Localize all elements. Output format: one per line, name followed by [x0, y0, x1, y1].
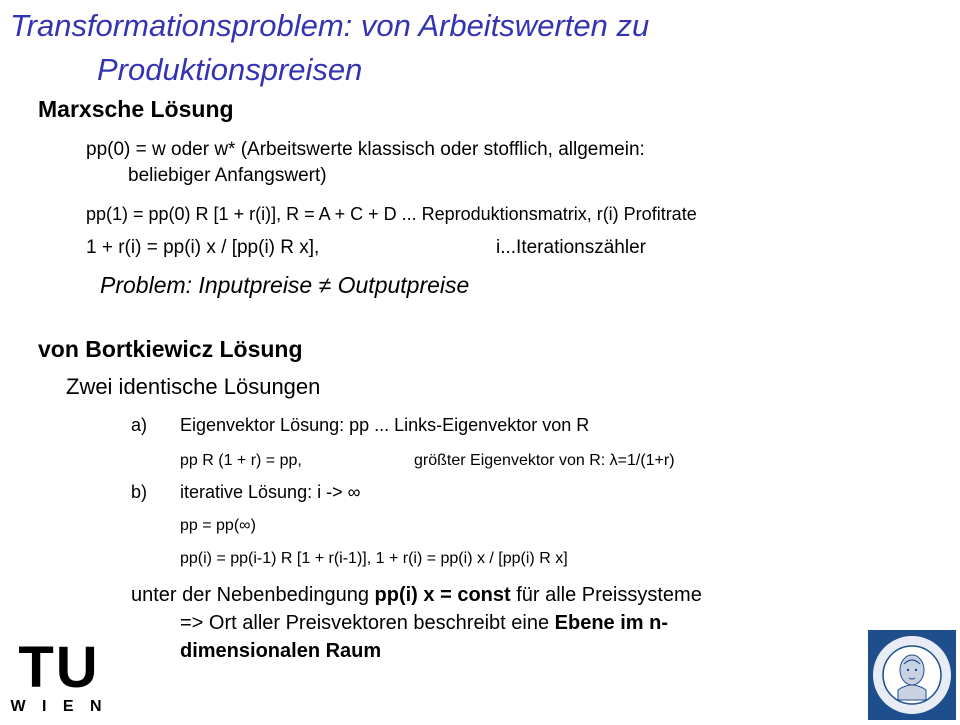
marx-problem: Problem: Inputpreise ≠ Outputpreise: [100, 272, 470, 298]
tu-wien-logo: [4, 635, 114, 720]
item-a-detail2: größter Eigenvektor von R: λ=1/(1+r): [414, 452, 675, 469]
item-a-text: Eigenvektor Lösung: pp ... Links-Eigenvektor von R: [180, 415, 590, 435]
result-pre: => Ort aller Preisvektoren beschreibt eine: [180, 612, 555, 634]
marx-line3b: i...Iterationszähler: [496, 237, 646, 258]
result-line2: [180, 638, 381, 665]
result-line1: [180, 610, 668, 637]
bortkiewicz-subheading: Zwei identische Lösungen: [66, 374, 321, 399]
item-a-detail1: pp R (1 + r) = pp,: [180, 452, 302, 469]
constraint-line: [131, 582, 702, 609]
marx-heading: Marxsche Lösung: [38, 96, 234, 122]
item-b-text: iterative Lösung: i -> ∞: [180, 482, 361, 502]
slide-title-line2: Produktionspreisen: [97, 52, 363, 87]
item-b-detail1: pp = pp(∞): [180, 517, 256, 534]
leibniz-sozietaet-seal: [868, 630, 956, 720]
seal-icon: [868, 630, 956, 720]
tu-letters: TU: [18, 635, 100, 700]
constraint-post: für alle Preissysteme: [510, 584, 702, 606]
item-a-marker: a): [131, 415, 148, 435]
constraint-bold: pp(i) x = const: [374, 584, 511, 606]
item-b-marker: b): [131, 482, 148, 502]
result-bold2: dimensionalen Raum: [180, 640, 382, 662]
slide-title-line1: Transformationsproblem: von Arbeitswerten zu: [10, 8, 650, 43]
bortkiewicz-heading: von Bortkiewicz Lösung: [38, 336, 303, 362]
tu-wien-text: W I E N: [10, 698, 108, 715]
marx-line1b: beliebiger Anfangswert): [128, 165, 327, 186]
constraint-pre: unter der Nebenbedingung: [131, 584, 375, 606]
result-bold1: Ebene im n-: [554, 612, 668, 634]
item-b-detail2: pp(i) = pp(i-1) R [1 + r(i-1)], 1 + r(i) = pp(i) x / [pp(i) R x]: [180, 550, 568, 567]
marx-line1a: pp(0) = w oder w* (Arbeitswerte klassisch oder stofflich, allgemein:: [86, 139, 645, 160]
marx-line2: pp(1) = pp(0) R [1 + r(i)], R = A + C + D ... Reproduktionsmatrix, r(i) Profitrate: [86, 204, 697, 224]
marx-line3a: 1 + r(i) = pp(i) x / [pp(i) R x],: [86, 237, 320, 258]
